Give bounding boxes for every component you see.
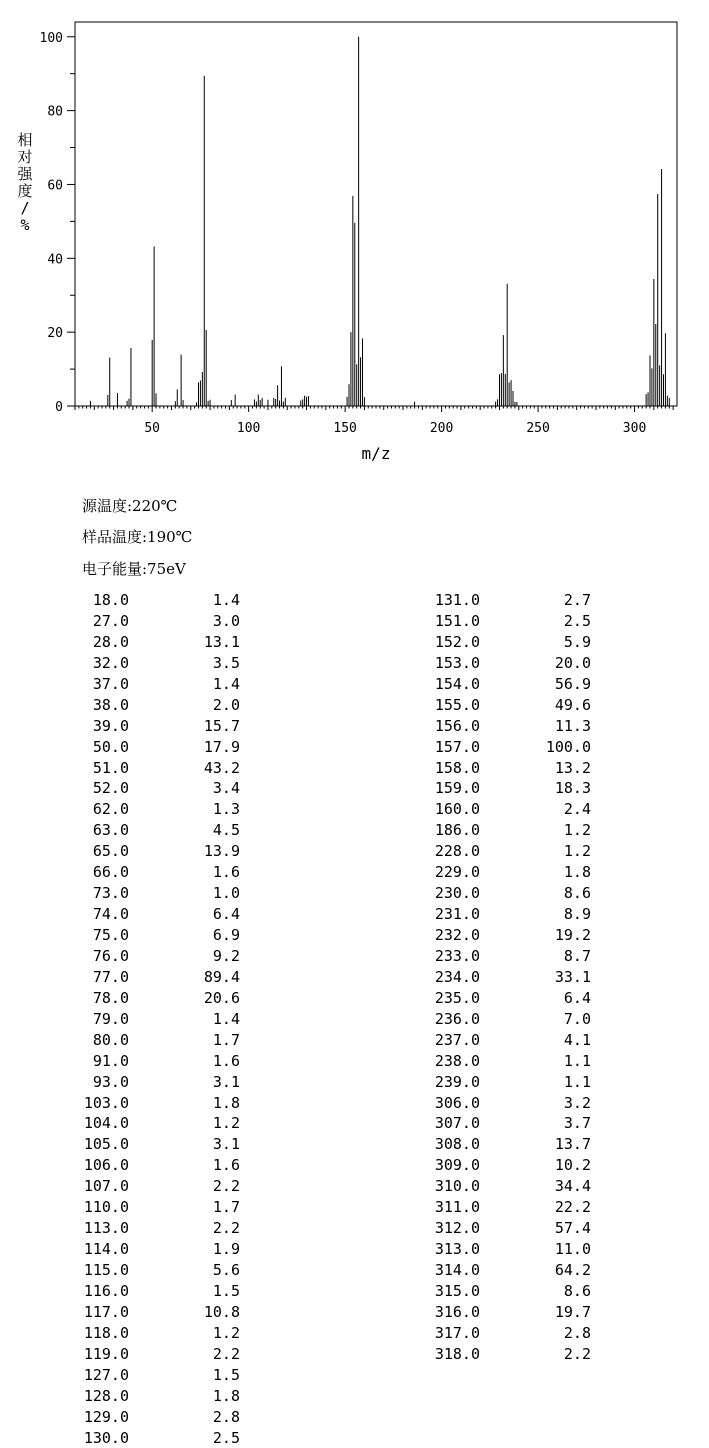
peak-row <box>428 1093 628 1114</box>
peak-intensity: 10.8 <box>177 1302 240 1323</box>
peak-row <box>77 862 277 883</box>
peak-mz: 236.0 <box>428 1009 480 1030</box>
peak-mz: 27.0 <box>77 611 129 632</box>
peak-row <box>428 1344 628 1365</box>
peak-row <box>77 674 277 695</box>
peak-mz: 157.0 <box>428 737 480 758</box>
peak-intensity: 1.2 <box>528 820 591 841</box>
peak-intensity: 1.4 <box>177 590 240 611</box>
peak-mz: 18.0 <box>77 590 129 611</box>
peak-intensity: 1.8 <box>177 1386 240 1407</box>
peak-row <box>428 1030 628 1051</box>
peak-mz: 158.0 <box>428 758 480 779</box>
peak-mz: 114.0 <box>77 1239 129 1260</box>
peak-mz: 151.0 <box>428 611 480 632</box>
peak-mz: 316.0 <box>428 1302 480 1323</box>
peak-mz: 307.0 <box>428 1113 480 1134</box>
peak-row <box>77 611 277 632</box>
peak-mz: 119.0 <box>77 1344 129 1365</box>
peak-intensity: 1.7 <box>177 1197 240 1218</box>
peak-mz: 228.0 <box>428 841 480 862</box>
electron-energy: 电子能量:75eV <box>82 558 186 579</box>
peak-mz: 62.0 <box>77 799 129 820</box>
peak-mz: 312.0 <box>428 1218 480 1239</box>
peak-mz: 160.0 <box>428 799 480 820</box>
peak-row <box>428 820 628 841</box>
peak-mz: 233.0 <box>428 946 480 967</box>
peak-intensity: 1.5 <box>177 1281 240 1302</box>
peak-intensity: 1.7 <box>177 1030 240 1051</box>
peak-mz: 130.0 <box>77 1428 129 1448</box>
peak-row <box>428 1260 628 1281</box>
peak-row <box>77 988 277 1009</box>
peak-intensity: 100.0 <box>528 737 591 758</box>
peak-row <box>428 611 628 632</box>
peak-row <box>428 1302 628 1323</box>
peak-mz: 103.0 <box>77 1093 129 1114</box>
y-tick-label: 100 <box>40 31 63 46</box>
peak-row <box>77 653 277 674</box>
peak-mz: 115.0 <box>77 1260 129 1281</box>
peak-row <box>77 758 277 779</box>
peak-row <box>77 1302 277 1323</box>
peak-row <box>428 1155 628 1176</box>
peak-intensity: 34.4 <box>528 1176 591 1197</box>
y-axis-label: 相对强度/ % <box>17 131 33 234</box>
peak-row <box>77 967 277 988</box>
peak-row <box>77 695 277 716</box>
peak-row <box>77 1239 277 1260</box>
peak-mz: 93.0 <box>77 1072 129 1093</box>
peak-row <box>428 925 628 946</box>
peak-intensity: 1.8 <box>528 862 591 883</box>
peak-row <box>428 967 628 988</box>
peak-row <box>428 1281 628 1302</box>
peak-intensity: 11.3 <box>528 716 591 737</box>
peak-intensity: 5.6 <box>177 1260 240 1281</box>
peak-row <box>77 1072 277 1093</box>
peak-mz: 50.0 <box>77 737 129 758</box>
peak-row <box>428 1176 628 1197</box>
peak-intensity: 1.1 <box>528 1072 591 1093</box>
peak-mz: 128.0 <box>77 1386 129 1407</box>
peak-row <box>77 1407 277 1428</box>
peak-mz: 107.0 <box>77 1176 129 1197</box>
y-tick-label: 60 <box>47 178 63 193</box>
peak-mz: 234.0 <box>428 967 480 988</box>
peak-intensity: 1.2 <box>177 1113 240 1134</box>
peak-mz: 237.0 <box>428 1030 480 1051</box>
peak-intensity: 7.0 <box>528 1009 591 1030</box>
peak-mz: 131.0 <box>428 590 480 611</box>
peak-row <box>77 799 277 820</box>
peak-intensity: 2.2 <box>177 1344 240 1365</box>
peak-mz: 110.0 <box>77 1197 129 1218</box>
peak-intensity: 6.9 <box>177 925 240 946</box>
peak-intensity: 13.9 <box>177 841 240 862</box>
peak-intensity: 20.6 <box>177 988 240 1009</box>
peak-intensity: 64.2 <box>528 1260 591 1281</box>
peak-mz: 311.0 <box>428 1197 480 1218</box>
peak-mz: 229.0 <box>428 862 480 883</box>
peak-mz: 39.0 <box>77 716 129 737</box>
peak-intensity: 2.4 <box>528 799 591 820</box>
y-tick-label: 0 <box>55 400 63 415</box>
peak-intensity: 4.5 <box>177 820 240 841</box>
peak-intensity: 9.2 <box>177 946 240 967</box>
peak-intensity: 1.6 <box>177 862 240 883</box>
peak-row <box>428 737 628 758</box>
peak-mz: 313.0 <box>428 1239 480 1260</box>
peak-mz: 52.0 <box>77 778 129 799</box>
peak-intensity: 1.5 <box>177 1365 240 1386</box>
peak-intensity: 6.4 <box>177 904 240 925</box>
peak-row <box>77 1386 277 1407</box>
peak-mz: 156.0 <box>428 716 480 737</box>
peak-row <box>77 820 277 841</box>
peak-table-left <box>77 590 277 1448</box>
peak-mz: 78.0 <box>77 988 129 1009</box>
peak-row <box>77 946 277 967</box>
peak-intensity: 2.0 <box>177 695 240 716</box>
peak-row <box>77 1281 277 1302</box>
peak-row <box>77 904 277 925</box>
x-tick-label: 50 <box>144 421 160 436</box>
peak-intensity: 8.6 <box>528 883 591 904</box>
peak-mz: 127.0 <box>77 1365 129 1386</box>
peak-intensity: 15.7 <box>177 716 240 737</box>
peak-intensity: 13.7 <box>528 1134 591 1155</box>
peak-row <box>77 1218 277 1239</box>
peak-intensity: 2.2 <box>177 1176 240 1197</box>
peak-intensity: 3.1 <box>177 1072 240 1093</box>
peak-intensity: 8.6 <box>528 1281 591 1302</box>
peak-mz: 155.0 <box>428 695 480 716</box>
peak-row <box>77 1093 277 1114</box>
peak-intensity: 11.0 <box>528 1239 591 1260</box>
peak-row <box>428 632 628 653</box>
peak-intensity: 49.6 <box>528 695 591 716</box>
peak-intensity: 10.2 <box>528 1155 591 1176</box>
peak-intensity: 1.0 <box>177 883 240 904</box>
peak-row <box>428 904 628 925</box>
peak-row <box>77 883 277 904</box>
peak-row <box>428 883 628 904</box>
peak-mz: 186.0 <box>428 820 480 841</box>
peak-intensity: 2.8 <box>177 1407 240 1428</box>
peak-row <box>77 716 277 737</box>
peak-intensity: 1.4 <box>177 674 240 695</box>
peak-row <box>77 632 277 653</box>
peak-intensity: 56.9 <box>528 674 591 695</box>
peak-mz: 239.0 <box>428 1072 480 1093</box>
peak-mz: 154.0 <box>428 674 480 695</box>
peak-row <box>428 716 628 737</box>
peak-row <box>428 799 628 820</box>
peak-intensity: 2.5 <box>528 611 591 632</box>
peak-intensity: 3.1 <box>177 1134 240 1155</box>
peak-bars <box>90 37 669 406</box>
peak-mz: 104.0 <box>77 1113 129 1134</box>
peak-row <box>428 1134 628 1155</box>
peak-intensity: 19.7 <box>528 1302 591 1323</box>
x-tick-label: 100 <box>237 421 260 436</box>
peak-row <box>77 1134 277 1155</box>
peak-mz: 317.0 <box>428 1323 480 1344</box>
peak-intensity: 1.2 <box>528 841 591 862</box>
peak-mz: 153.0 <box>428 653 480 674</box>
peak-intensity: 89.4 <box>177 967 240 988</box>
peak-row <box>428 946 628 967</box>
peak-mz: 76.0 <box>77 946 129 967</box>
peak-mz: 51.0 <box>77 758 129 779</box>
peak-intensity: 13.2 <box>528 758 591 779</box>
peak-intensity: 17.9 <box>177 737 240 758</box>
peak-intensity: 8.7 <box>528 946 591 967</box>
peak-row <box>77 1051 277 1072</box>
peak-intensity: 3.4 <box>177 778 240 799</box>
peak-intensity: 3.0 <box>177 611 240 632</box>
peak-intensity: 33.1 <box>528 967 591 988</box>
peak-row <box>428 1113 628 1134</box>
peak-intensity: 19.2 <box>528 925 591 946</box>
peak-mz: 309.0 <box>428 1155 480 1176</box>
peak-mz: 152.0 <box>428 632 480 653</box>
peak-intensity: 3.5 <box>177 653 240 674</box>
peak-mz: 231.0 <box>428 904 480 925</box>
peak-mz: 318.0 <box>428 1344 480 1365</box>
peak-mz: 74.0 <box>77 904 129 925</box>
peak-mz: 308.0 <box>428 1134 480 1155</box>
peak-intensity: 2.5 <box>177 1428 240 1448</box>
x-tick-label: 300 <box>623 421 646 436</box>
peak-mz: 129.0 <box>77 1407 129 1428</box>
peak-row <box>428 1197 628 1218</box>
peak-intensity: 1.6 <box>177 1155 240 1176</box>
peak-mz: 38.0 <box>77 695 129 716</box>
peak-row <box>428 674 628 695</box>
peak-row <box>428 1218 628 1239</box>
peak-intensity: 20.0 <box>528 653 591 674</box>
peak-mz: 91.0 <box>77 1051 129 1072</box>
y-axis <box>40 31 75 415</box>
peak-intensity: 2.7 <box>528 590 591 611</box>
peak-mz: 306.0 <box>428 1093 480 1114</box>
peak-intensity: 13.1 <box>177 632 240 653</box>
y-tick-label: 40 <box>47 252 63 267</box>
peak-row <box>428 590 628 611</box>
peak-mz: 63.0 <box>77 820 129 841</box>
peak-row <box>428 758 628 779</box>
peak-mz: 113.0 <box>77 1218 129 1239</box>
peak-row <box>77 1009 277 1030</box>
peak-mz: 73.0 <box>77 883 129 904</box>
peak-row <box>77 1365 277 1386</box>
peak-row <box>428 778 628 799</box>
peak-row <box>77 590 277 611</box>
peak-mz: 37.0 <box>77 674 129 695</box>
peak-table-right <box>428 590 628 1365</box>
x-axis <box>75 406 673 436</box>
peak-row <box>428 695 628 716</box>
peak-mz: 159.0 <box>428 778 480 799</box>
peak-row <box>77 1113 277 1134</box>
peak-mz: 65.0 <box>77 841 129 862</box>
peak-intensity: 1.8 <box>177 1093 240 1114</box>
peak-intensity: 22.2 <box>528 1197 591 1218</box>
peak-row <box>428 841 628 862</box>
peak-intensity: 57.4 <box>528 1218 591 1239</box>
peak-row <box>428 1009 628 1030</box>
peak-intensity: 2.8 <box>528 1323 591 1344</box>
peak-row <box>428 988 628 1009</box>
peak-mz: 310.0 <box>428 1176 480 1197</box>
peak-intensity: 1.3 <box>177 799 240 820</box>
peak-mz: 75.0 <box>77 925 129 946</box>
peak-row <box>428 1051 628 1072</box>
peak-row <box>77 1260 277 1281</box>
x-tick-label: 200 <box>430 421 453 436</box>
peak-mz: 66.0 <box>77 862 129 883</box>
peak-intensity: 1.1 <box>528 1051 591 1072</box>
peak-mz: 116.0 <box>77 1281 129 1302</box>
peak-mz: 238.0 <box>428 1051 480 1072</box>
peak-mz: 28.0 <box>77 632 129 653</box>
peak-intensity: 1.6 <box>177 1051 240 1072</box>
peak-mz: 79.0 <box>77 1009 129 1030</box>
source-temperature: 源温度:220℃ <box>82 495 177 516</box>
peak-intensity: 3.7 <box>528 1113 591 1134</box>
x-axis-label: m/z <box>362 444 391 463</box>
peak-intensity: 18.3 <box>528 778 591 799</box>
peak-mz: 118.0 <box>77 1323 129 1344</box>
peak-row <box>77 1155 277 1176</box>
x-tick-label: 150 <box>333 421 356 436</box>
peak-intensity: 4.1 <box>528 1030 591 1051</box>
peak-row <box>428 653 628 674</box>
peak-intensity: 8.9 <box>528 904 591 925</box>
peak-intensity: 1.4 <box>177 1009 240 1030</box>
peak-row <box>428 1239 628 1260</box>
peak-row <box>77 1176 277 1197</box>
peak-row <box>77 1197 277 1218</box>
peak-row <box>77 841 277 862</box>
peak-row <box>77 737 277 758</box>
peak-mz: 235.0 <box>428 988 480 1009</box>
peak-intensity: 2.2 <box>177 1218 240 1239</box>
peak-mz: 80.0 <box>77 1030 129 1051</box>
peak-mz: 106.0 <box>77 1155 129 1176</box>
peak-mz: 230.0 <box>428 883 480 904</box>
peak-intensity: 5.9 <box>528 632 591 653</box>
peak-intensity: 43.2 <box>177 758 240 779</box>
peak-mz: 315.0 <box>428 1281 480 1302</box>
peak-row <box>77 925 277 946</box>
peak-intensity: 6.4 <box>528 988 591 1009</box>
peak-row <box>428 1072 628 1093</box>
peak-intensity: 1.9 <box>177 1239 240 1260</box>
peak-intensity: 1.2 <box>177 1323 240 1344</box>
peak-mz: 105.0 <box>77 1134 129 1155</box>
peak-row <box>77 1344 277 1365</box>
plot-frame <box>75 22 677 406</box>
peak-intensity: 3.2 <box>528 1093 591 1114</box>
y-tick-label: 20 <box>47 326 63 341</box>
peak-mz: 117.0 <box>77 1302 129 1323</box>
peak-intensity: 2.2 <box>528 1344 591 1365</box>
peak-row <box>428 862 628 883</box>
peak-mz: 314.0 <box>428 1260 480 1281</box>
peak-row <box>77 1323 277 1344</box>
peak-mz: 232.0 <box>428 925 480 946</box>
peak-row <box>77 1030 277 1051</box>
x-tick-label: 250 <box>526 421 549 436</box>
peak-row <box>77 778 277 799</box>
mass-spectrum-chart <box>0 0 709 480</box>
peak-mz: 32.0 <box>77 653 129 674</box>
peak-mz: 77.0 <box>77 967 129 988</box>
peak-row <box>428 1323 628 1344</box>
y-tick-label: 80 <box>47 105 63 120</box>
sample-temperature: 样品温度:190℃ <box>82 526 192 547</box>
